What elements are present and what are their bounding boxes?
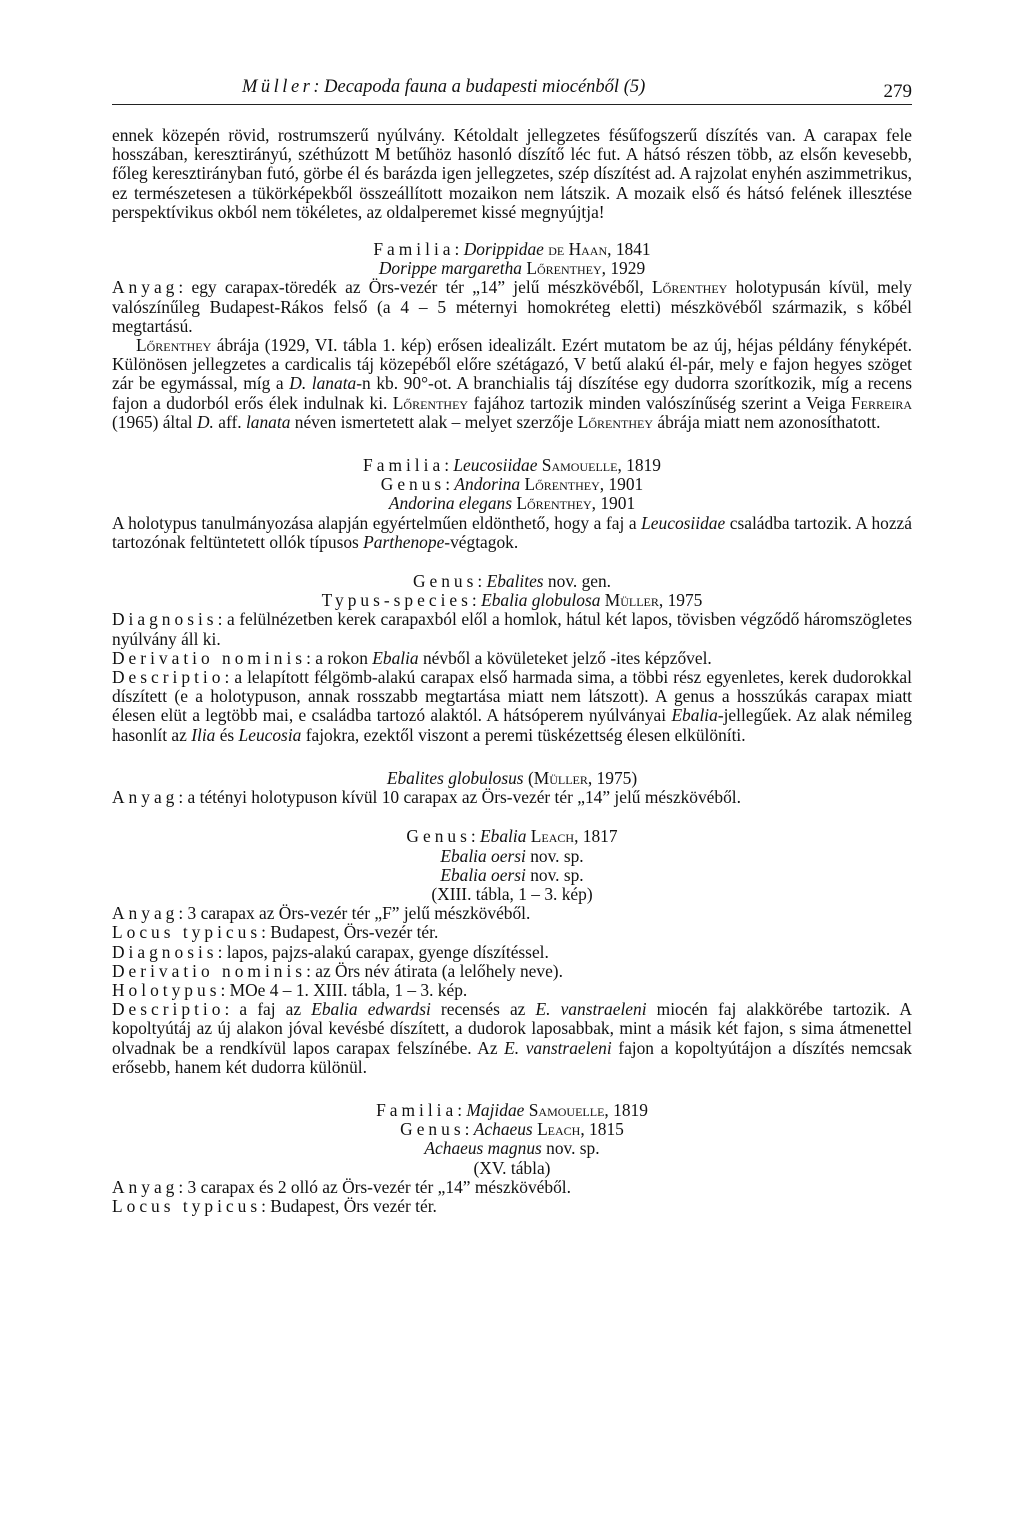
spacer	[112, 552, 912, 572]
family-heading-dorippidae: Familia: Dorippidae de Haan, 1841	[373, 239, 651, 260]
header-rule	[112, 104, 912, 105]
species-heading-ebalites-globulosus: Ebalites globulosus (Müller, 1975)	[386, 767, 638, 788]
paragraph-descriptio-oersi: Descriptio: a faj az Ebalia edwardsi recensés az E. vanstraeleni miocén faj alakkörébe tartozik. A kopoltyútáj az új alakon jóval kevésbé díszített, a dudorok laposabbak, mint a másik két fajon, s sima átmenettel olvadnak be a rendkívül lapos carapax felszínébe. Az E. vanstraeleni fajon a kopoltyútájon a díszítés nemcsak erősebb, hanem két dudorra különül.	[112, 999, 912, 1077]
plate-reference-xiii: (XIII. tábla, 1 – 3. kép)	[431, 883, 593, 904]
family-heading-leucosiidae: Familia: Leucosiidae Samouelle, 1819	[363, 455, 661, 476]
paragraph-locus-achaeus: Locus typicus: Budapest, Örs vezér tér.	[112, 1195, 437, 1216]
spacer	[112, 807, 912, 827]
paragraph-diagnosis-ebalites: Diagnosis: a felülnézetben kerek carapaxból elől a homlok, hátul két lapos, tövisben végződő háromszögletes nyúlvány áll ki.	[112, 609, 912, 649]
genus-heading-ebalia: Genus: Ebalia Leach, 1817	[406, 826, 618, 847]
paragraph-intro: ennek közepén rövid, rostrumszerű nyúlvány. Kétoldalt jellegzetes fésűfogszerű díszítés van. A carapax fele hosszában, keresztirányú, széthúzott M betűhöz hasonló díszítő léc fut. A hátsó részen több, az elsőn kevesebb, főleg keresztirányban futó, görbe él és barázda igen jellegzetes, szép díszítést ad. A rajzolat enyhén aszimmetrikus, ez természetesen a tükörképekből összeállított mozaikon nem látszik. A mozaik első és hátsó felének illesztése perspektívikus okból nem tökéletes, az oldalperemet kissé megnyújtja!	[112, 125, 912, 222]
title-text: : Decapoda fauna a budapesti miocénből (5)	[313, 77, 646, 97]
paragraph-anyag-dorippe: Anyag: egy carapax-töredék az Örs-vezér tér „14” jelű mészkövéből, Lőrenthey holotypusán kívül, mely valószínűleg Budapest-Rákos felső (a 4 – 5 méternyi homokréteg eletti) mészkövéből származik, s kőbél megtartású.	[112, 277, 912, 336]
paragraph-dorippe-description: Lőrenthey ábrája (1929, VI. tábla 1. kép) erősen idealizált. Ezért mutatom be az új, héjas példány fényképét. Különösen jellegzetes a cardicalis táj közepéből előre szétágazó, V betű alakú él-pár, mely e fajon hegyes szöget zár be egymással, míg a D. lanata-n kb. 90°-ot. A branchialis táj díszítése egy dudorra szorítkozik, míg a recens fajon a dudorból erős élek indulnak ki. Lőrenthey fajához tartozik minden valószínűség szerint a Veiga Ferreira (1965) által D. aff. lanata néven ismertetett alak – melyet szerzője Lőrenthey ábrája miatt nem azonosíthatott.	[112, 335, 912, 432]
spacer	[112, 432, 912, 456]
species-heading-dorippe: Dorippe margaretha Lőrenthey, 1929	[378, 258, 646, 279]
spacer	[112, 745, 912, 769]
genus-heading-andorina: Genus: Andorina Lőrenthey, 1901	[380, 474, 644, 495]
paragraph-descriptio-ebalites: Descriptio: a lelapított félgömb-alakú carapax első harmada sima, a többi rész egyenletes, kerek dudorokkal díszített (e a holotypuson, annak rosszabb megtartása miatt nem látszott). A genus a hosszúkás carapax miatt élesen elüt a legtöbb mai, e családba tartozó alaktól. A hátsóperem nyúlványai Ebalia-jellegűek. Az alak némileg hasonlít az Ilia és Leucosia fajokra, ezektől viszont a peremi tüskézettség élesen elkülöníti.	[112, 667, 912, 745]
paragraph-anyag-globulosus: Anyag: a tétényi holotypuson kívül 10 carapax az Örs-vezér tér „14” jelű mészkövéből.	[112, 787, 741, 808]
paragraph-derivatio-ebalites: Derivatio nominis: a rokon Ebalia névből a kövületeket jelző -ites képzővel.	[112, 647, 712, 668]
running-title	[242, 78, 645, 97]
species-heading-ebalia-oersi: Ebalia oersi nov. sp.	[440, 845, 584, 866]
spacer	[112, 1077, 912, 1101]
body-text	[112, 126, 912, 1216]
paragraph-diagnosis-oersi: Diagnosis: lapos, pajzs-alakú carapax, gyenge díszítéssel.	[112, 941, 549, 962]
author-name: Müller	[242, 77, 314, 97]
paragraph-holotypus-oersi: Holotypus: MOe 4 – 1. XIII. tábla, 1 – 3. kép.	[112, 979, 468, 1000]
paragraph-locus-oersi: Locus typicus: Budapest, Örs-vezér tér.	[112, 922, 439, 943]
paragraph-andorina: A holotypus tanulmányozása alapján egyértelműen eldönthető, hogy a faj a Leucosiidae családba tartozik. A hozzá tartozónak feltüntetett ollók típusos Parthenope-végtagok.	[112, 512, 912, 552]
genus-heading-achaeus: Genus: Achaeus Leach, 1815	[400, 1119, 624, 1140]
species-heading-achaeus-magnus: Achaeus magnus nov. sp.	[424, 1138, 600, 1159]
plate-reference-xv: (XV. tábla)	[473, 1157, 551, 1178]
paragraph-derivatio-oersi: Derivatio nominis: az Örs név átirata (a lelőhely neve).	[112, 960, 563, 981]
species-heading-andorina: Andorina elegans Lőrenthey, 1901	[388, 493, 636, 514]
spacer	[112, 222, 912, 240]
running-head	[112, 68, 912, 104]
family-heading-majidae: Familia: Majidae Samouelle, 1819	[376, 1099, 648, 1120]
genus-heading-ebalites: Genus: Ebalites nov. gen.	[412, 571, 612, 592]
paragraph-anyag-oersi: Anyag: 3 carapax az Örs-vezér tér „F” jelű mészkövéből.	[112, 903, 531, 924]
typus-species-heading: Typus-species: Ebalia globulosa Müller, 1975	[321, 590, 703, 611]
paragraph-anyag-achaeus: Anyag: 3 carapax és 2 olló az Örs-vezér tér „14” mészkövéből.	[112, 1176, 571, 1197]
species-heading-ebalia-oersi-2: Ebalia oersi nov. sp.	[440, 864, 584, 885]
page-number: 279	[883, 81, 912, 102]
